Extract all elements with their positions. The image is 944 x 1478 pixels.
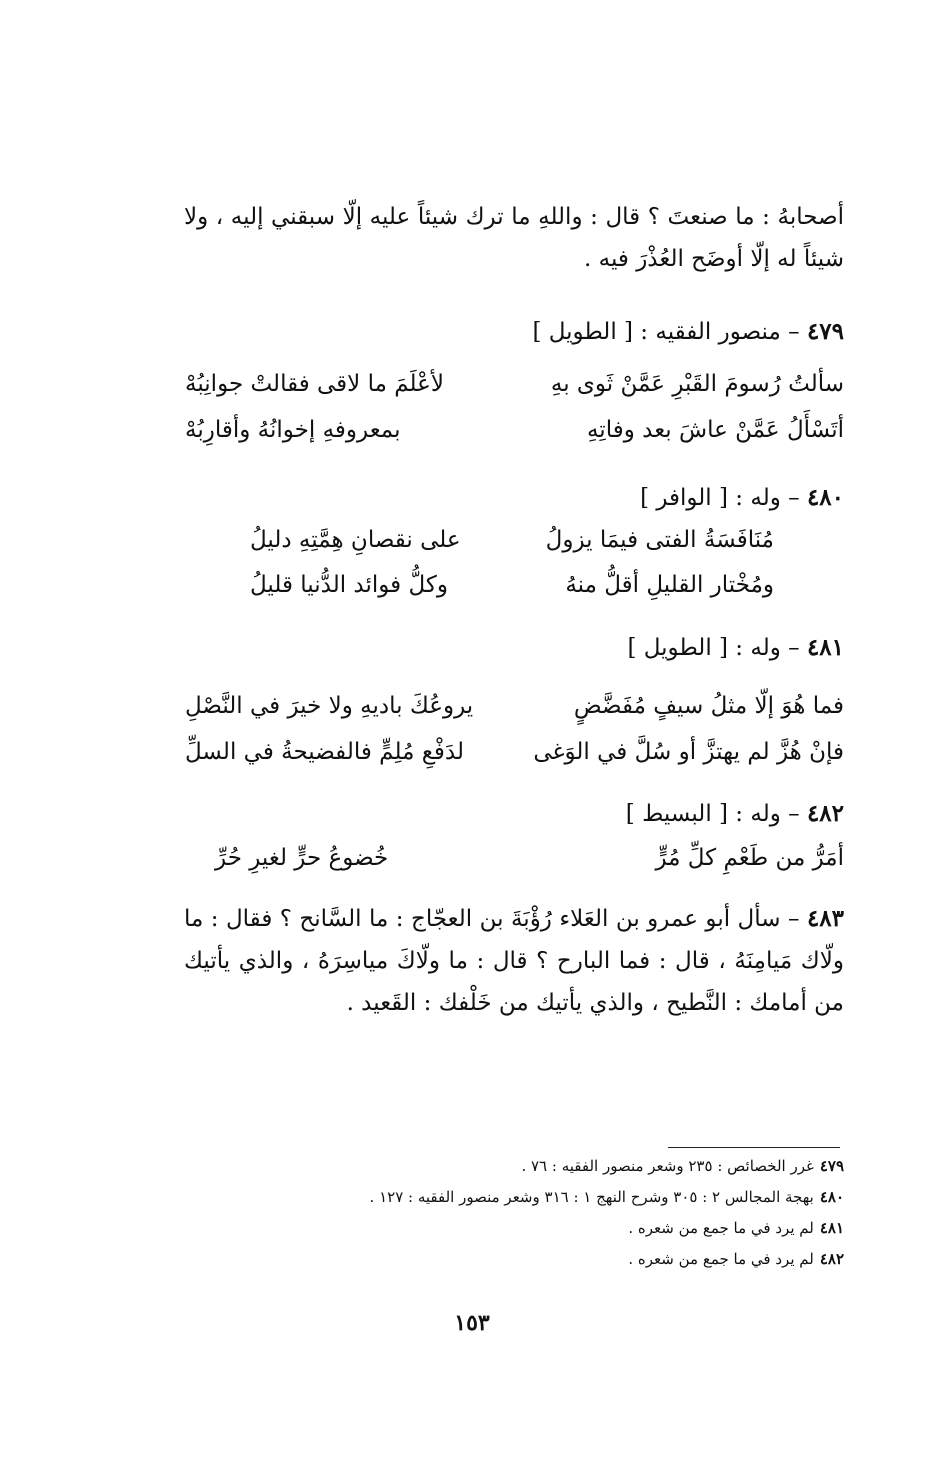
entry-heading bbox=[626, 794, 844, 834]
entry-number: ٤٧٩ bbox=[806, 318, 844, 345]
footnote bbox=[370, 1183, 844, 1211]
footnote bbox=[628, 1214, 844, 1242]
entry-text: – سأل أبو عمرو بن العَلاء رُؤْبَةَ بن العجّاج : ما السَّانح ؟ فقال : ما ولّاك مَيامِنَهُ ، قال : فما البارح ؟ قال : ما ولّاكَ مياسِرَهُ ، والذي يأتيك من أمامك : النَّطيح ، والذي يأتيك من خَلْفك : القَعيد . bbox=[184, 906, 844, 1016]
verse-first-hemistich: سألتُ رُسومَ القَبْرِ عَمَّنْ ثَوى بهِ bbox=[550, 371, 844, 397]
footnote-number: ٤٨٢ bbox=[819, 1250, 844, 1268]
verse-second-hemistich: على نقصانِ هِمَّتِهِ دليلُ bbox=[250, 527, 461, 553]
verse-line bbox=[0, 686, 944, 726]
footnote-text: بهجة المجالس ٢ : ٣٠٥ وشرح النهج ١ : ٣١٦ وشعر منصور الفقيه : ١٢٧ . bbox=[369, 1188, 814, 1206]
entry-heading bbox=[627, 628, 844, 668]
verse-first-hemistich: فما هُوَ إلّا مثلُ سيفٍ مُفَضَّضٍ bbox=[573, 693, 844, 719]
entry-title: – وله : [ البسيط ] bbox=[625, 801, 800, 827]
page-number: ١٥٣ bbox=[454, 1310, 490, 1336]
footnote-text: لم يرد في ما جمع من شعره . bbox=[628, 1219, 814, 1237]
verse-line bbox=[0, 410, 944, 450]
verse-first-hemistich: فإنْ هُزَّ لم يهتزَّ أو سُلَّ في الوَغى bbox=[533, 739, 844, 765]
entry-number: ٤٨٣ bbox=[806, 905, 844, 932]
footnote-separator bbox=[668, 1147, 840, 1148]
verse-second-hemistich: وكلُّ فوائد الدُّنيا قليلُ bbox=[250, 572, 448, 598]
footnote-number: ٤٨١ bbox=[819, 1219, 844, 1237]
verse-first-hemistich: ومُخْتار القليلِ أقلُّ منهُ bbox=[565, 572, 774, 598]
footnote-text: غرر الخصائص : ٢٣٥ وشعر منصور الفقيه : ٧٦ . bbox=[521, 1157, 814, 1175]
entry-title: – منصور الفقيه : [ الطويل ] bbox=[532, 319, 800, 345]
verse-second-hemistich: يروعُكَ باديهِ ولا خيرَ في النَّصْلِ bbox=[185, 693, 474, 719]
verse-line bbox=[0, 565, 944, 605]
verse-line bbox=[0, 838, 944, 878]
verse-line bbox=[0, 364, 944, 404]
footnote-number: ٤٧٩ bbox=[819, 1157, 844, 1175]
entry-heading bbox=[532, 312, 844, 352]
entry-number: ٤٨٠ bbox=[806, 484, 844, 511]
verse-first-hemistich: أمَرُّ من طَعْمِ كلِّ مُرٍّ bbox=[655, 845, 844, 871]
verse-first-hemistich: مُنَافَسَةُ الفتى فيمَا يزولُ bbox=[545, 527, 774, 553]
verse-second-hemistich: لدَفْعِ مُلِمٍّ فالفضيحةُ في السلِّ bbox=[185, 739, 465, 765]
verse-line bbox=[0, 520, 944, 560]
footnote bbox=[628, 1245, 844, 1273]
verse-second-hemistich: خُضوعُ حرٍّ لغيرِ حُرِّ bbox=[215, 845, 389, 871]
verse-second-hemistich: بمعروفهِ إخوانُهُ وأقارِبُهْ bbox=[185, 417, 401, 443]
footnote bbox=[521, 1152, 844, 1180]
verse-first-hemistich: أتَسْأَلُ عَمَّنْ عاشَ بعد وفاتِهِ bbox=[586, 417, 844, 443]
entry-number: ٤٨٢ bbox=[806, 800, 844, 827]
entry-paragraph bbox=[184, 898, 844, 1024]
intro-paragraph: أصحابهُ : ما صنعتَ ؟ قال : واللهِ ما ترك شيئاً عليه إلّا سبقني إليه ، ولا شيئاً له إلّا أوضَح العُذْرَ فيه . bbox=[184, 204, 844, 272]
entry-title: – وله : [ الوافر ] bbox=[640, 485, 800, 511]
footnote-number: ٤٨٠ bbox=[819, 1188, 844, 1206]
entry-number: ٤٨١ bbox=[806, 634, 844, 661]
footnote-text: لم يرد في ما جمع من شعره . bbox=[628, 1250, 814, 1268]
entry-title: – وله : [ الطويل ] bbox=[627, 635, 800, 661]
entry-heading bbox=[640, 478, 844, 518]
verse-second-hemistich: لأعْلَمَ ما لاقى فقالتْ جوانِبُهْ bbox=[185, 371, 445, 397]
verse-line bbox=[0, 732, 944, 772]
